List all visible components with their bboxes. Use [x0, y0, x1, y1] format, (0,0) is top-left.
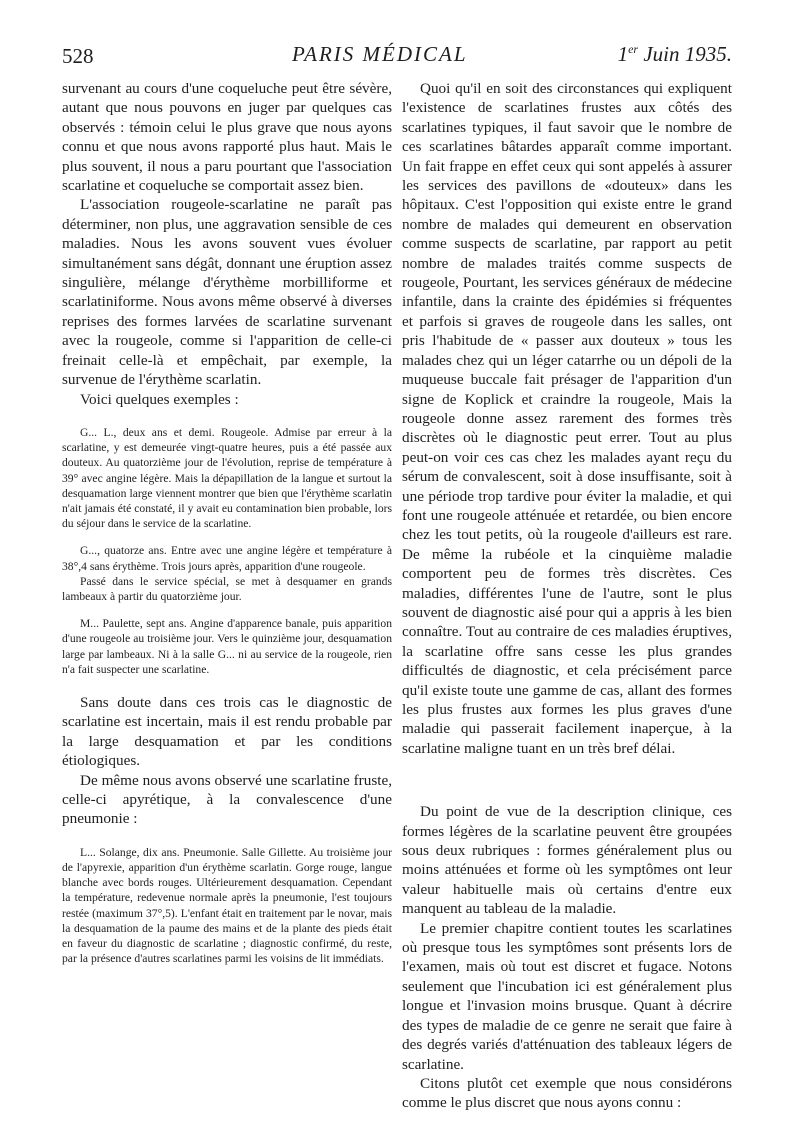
- paragraph: Voici quelques exemples :: [80, 390, 239, 408]
- paragraph: L'association rougeole-scarlatine ne paraît pas déterminer, non plus, une aggravation sensible de ces maladies. Nous les avons souvent vues évoluer simultanément sans dégât, donnant une éruption assez singulière, mélange d'érythème morbilliforme et scarlatiniforme. Nous avons même observé à diverses reprises des formes larvées de scarlatine survenant avec la rougeole, comme si l'apparition de celle-ci freinait celle-là et empêchait, par exemple, la survenue de l'érythème scarlatin.: [62, 196, 392, 389]
- paragraph: Citons plutôt cet exemple que nous considérons comme le plus discret que nous ayons connu :: [402, 1074, 732, 1112]
- paragraph: Le premier chapitre contient toutes les scarlatines où presque tous les symptômes sont présents lors de l'examen, mais où tout est discret et fugace. Notons seulement que l'incubation ici est généralement plus longue et l'invasion moins brusque. Quant à décrire des types de maladie de ce genre ne serait que faire à des degrés variés d'atténuation des tableaux légers de scarlatine.: [402, 919, 732, 1073]
- left-column: [62, 79, 392, 966]
- paragraph: Quoi qu'il en soit des circonstances qui expliquent l'existence de scarlatines frustes aux côtés des scarlatines typiques, il faut savoir que le nombre de ces scarlatines bâtardes apparaît comme important. Un fait frappe en effet ceux qui sont appelés à assurer les services des pavillons de «douteux» dans les hôpitaux. C'est l'opposition qui existe entre le grand nombre de malades qui demeurent en observation comme suspects de scarlatine, par rapport au petit nombre de malades traités comme suspects de rougeole, Pourtant, les services généraux de médecine infantile, dans la crainte des épidémies si fréquentes et parfois si graves de rougeole dans les salles, ont pris l'habitude de « passer aux douteux » tous les malades chez qui un léger catarrhe ou un dépoli de la muqueuse buccale fait présager de l'apparition d'un signe de Koplick et craindre la rougeole, Mais la rougeole donne assez rarement des formes très discrètes où le diagnostic peut errer. Tout au plus peut-on voir ces cas chez les malades ayant reçu du sérum de convalescent, soit à dose insuffisante, soit à une période trop tardive pour éviter la maladie, et qui font une rougeole atténuée et retardée, ou bien encore chez les tout petits, où la rougeole d'ailleurs est rare. De même la rubéole et la cinquième maladie comportent peu de formes très discrètes. Ces maladies, différentes l'une de l'autre, sont le plus souvent de diagnostic aisé pour qui a appris à les bien connaître. Tout au contraire de ces maladies éruptives, la scarlatine offre sans cesse les plus grandes difficultés de diagnostic, et cela précisément parce qu'il existe toute une gamme de cas, allant des formes les plus frustes aux formes les plus graves d'une maladie qui passerait facilement inaperçue, à la scarlatine maligne tuant en un très bref délai.: [402, 80, 732, 757]
- page-header: [62, 42, 732, 72]
- case-report: G... L., deux ans et demi. Rougeole. Admise par erreur à la scarlatine, y est demeurée vingt-quatre heures, puis a été passée aux douteux. Au quatorzième jour de l'évolution, reprise de température à 39° avec angine légère. Mais la dépapillation de la langue et surtout la desquamation large viennent montrer que bien que l'érythème scarlatin n'ait jamais été constaté, il y avait eu contamination bien probable, lors du séjour dans le service de la scarlatine.: [62, 425, 392, 531]
- paragraph: survenant au cours d'une coqueluche peut être sévère, autant que nous pouvons en juger par quelques cas observés : témoin celui le plus grave que nous ayons connu et que nous avons rapporté plus haut. Mais le plus souvent, il nous a paru pourtant que l'association scarlatine et coqueluche se comportait assez bien.: [62, 80, 392, 195]
- paragraph: Du point de vue de la description clinique, ces formes légères de la scarlatine peuvent être groupées sous deux rubriques : formes généralement plus ou moins atténuées et forme où les symptômes ont leur valeur habituelle mais où certains d'entre eux manquent au tableau de la maladie.: [402, 803, 732, 918]
- case-report: M... Paulette, sept ans. Angine d'apparence banale, puis apparition d'une rougeole au troisième jour. Vers le quinzième jour, desquamation large par lambeaux. Ni à la salle G... ni au service de la rougeole, rien n'a fait suspecter une scarlatine.: [62, 617, 392, 676]
- issue-date: 1er Juin 1935.: [617, 42, 732, 66]
- page-number: 528: [62, 44, 94, 68]
- case-report: L... Solange, dix ans. Pneumonie. Salle Gillette. Au troisième jour de l'apyrexie, apparition d'un érythème scarlatin. Gorge rouge, langue blanche avec bords rouges. Ultérieurement desquamation. Cependant la température, redevenue normale après la pneumonie, l'est toujours restée (maximum 37°,5). L'enfant était en traitement par le novar, mais la desquamation de la paume des mains et de la plante des pieds était en faveur du diagnostic de scarlatine ; diagnostic confirmé, du reste, par la présence d'autres scarlatines parmi les voisins de lit immédiats.: [62, 845, 392, 966]
- case-report: G..., quatorze ans. Entre avec une angine légère et température à 38°,4 sans érythème. Trois jours après, apparition d'une rougeole.: [62, 544, 392, 573]
- case-report: Passé dans le service spécial, se met à desquamer en grands lambeaux à partir du quatorzième jour.: [62, 574, 392, 603]
- right-column: [402, 79, 732, 1113]
- paragraph: De même nous avons observé une scarlatine fruste, celle-ci apyrétique, à la convalescence d'une pneumonie :: [62, 771, 392, 828]
- journal-title: PARIS MÉDICAL: [292, 42, 468, 66]
- paragraph: Sans doute dans ces trois cas le diagnostic de scarlatine est incertain, mais il est rendu probable par la large desquamation et par les conditions étiologiques.: [62, 693, 392, 770]
